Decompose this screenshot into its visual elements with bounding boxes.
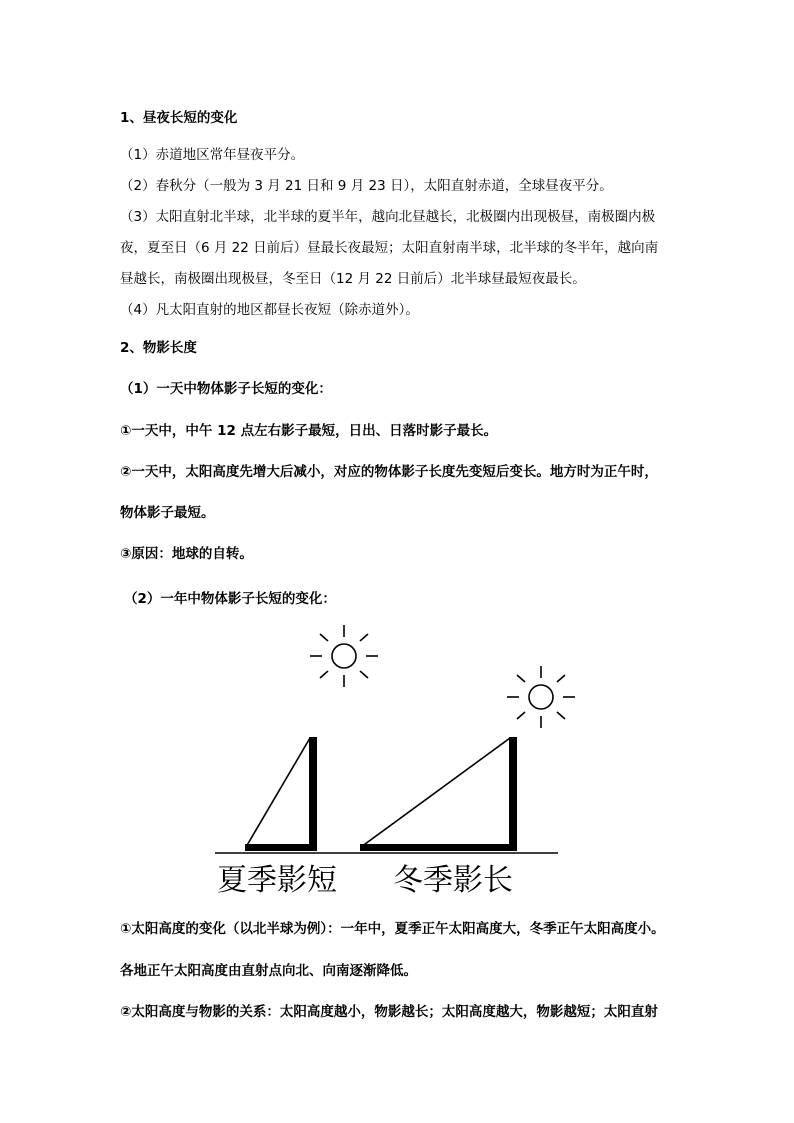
winter-pole: [509, 737, 517, 849]
sun-icon-summer: [310, 625, 378, 687]
section1-line-6: （4）凡太阳直射的地区都昼长夜短（除赤道外）。: [120, 302, 419, 318]
section2-item2a: ②一天中，太阳高度先增大后减小，对应的物体影子长度先变短后变长。地方时为正午时，: [120, 464, 658, 480]
section1-line-5: 昼越长，南极圈出现极昼，冬至日（12 月 22 日前后）北半球昼最短夜最长。: [120, 271, 586, 287]
winter-sun-ray: [361, 738, 510, 847]
sun-icon-winter: [507, 666, 575, 728]
summer-pole: [309, 737, 317, 849]
section2-heading: 2、物影长度: [120, 340, 197, 356]
section2-sub1: （1）一天中物体影子长短的变化：: [120, 381, 332, 397]
section2-item1: ①一天中，中午 12 点左右影子最短，日出、日落时影子最长。: [120, 423, 498, 439]
section3-p1b: 各地正午太阳高度由直射点向北、向南逐渐降低。: [120, 963, 417, 979]
section1-line-3: （3）太阳直射北半球，北半球的夏半年，越向北昼越长，北极圈内出现极昼，南极圈内极: [120, 209, 656, 225]
section1-line-2: （2）春秋分（一般为 3 月 21 日和 9 月 23 日），太阳直射赤道，全球昼夜平分。: [120, 178, 613, 194]
summer-sun-ray: [246, 738, 310, 847]
section1-heading: 1、昼夜长短的变化: [120, 110, 238, 126]
section1-line-4: 夜，夏至日（6 月 22 日前后）昼最长夜最短；太阳直射南半球，北半球的冬半年，越向南: [120, 240, 659, 256]
section3-p1a: ①太阳高度的变化（以北半球为例）：一年中，夏季正午太阳高度大，冬季正午太阳高度小。: [120, 921, 665, 937]
winter-shadow: [360, 844, 517, 851]
section2-item3: ③原因：地球的自转。: [120, 546, 253, 562]
section2-sub2: （2）一年中物体影子长短的变化：: [124, 591, 336, 607]
summer-caption: 夏季影短: [217, 863, 337, 898]
summer-shadow: [245, 844, 317, 851]
winter-caption: 冬季影长: [393, 863, 513, 898]
section3-p2: ②太阳高度与物影的关系：太阳高度越小，物影越长；太阳高度越大，物影越短；太阳直射: [120, 1004, 658, 1020]
shadow-length-figure: [200, 615, 580, 905]
section2-item2b: 物体影子最短。: [120, 505, 215, 521]
section1-line-1: （1）赤道地区常年昼夜平分。: [120, 147, 305, 163]
